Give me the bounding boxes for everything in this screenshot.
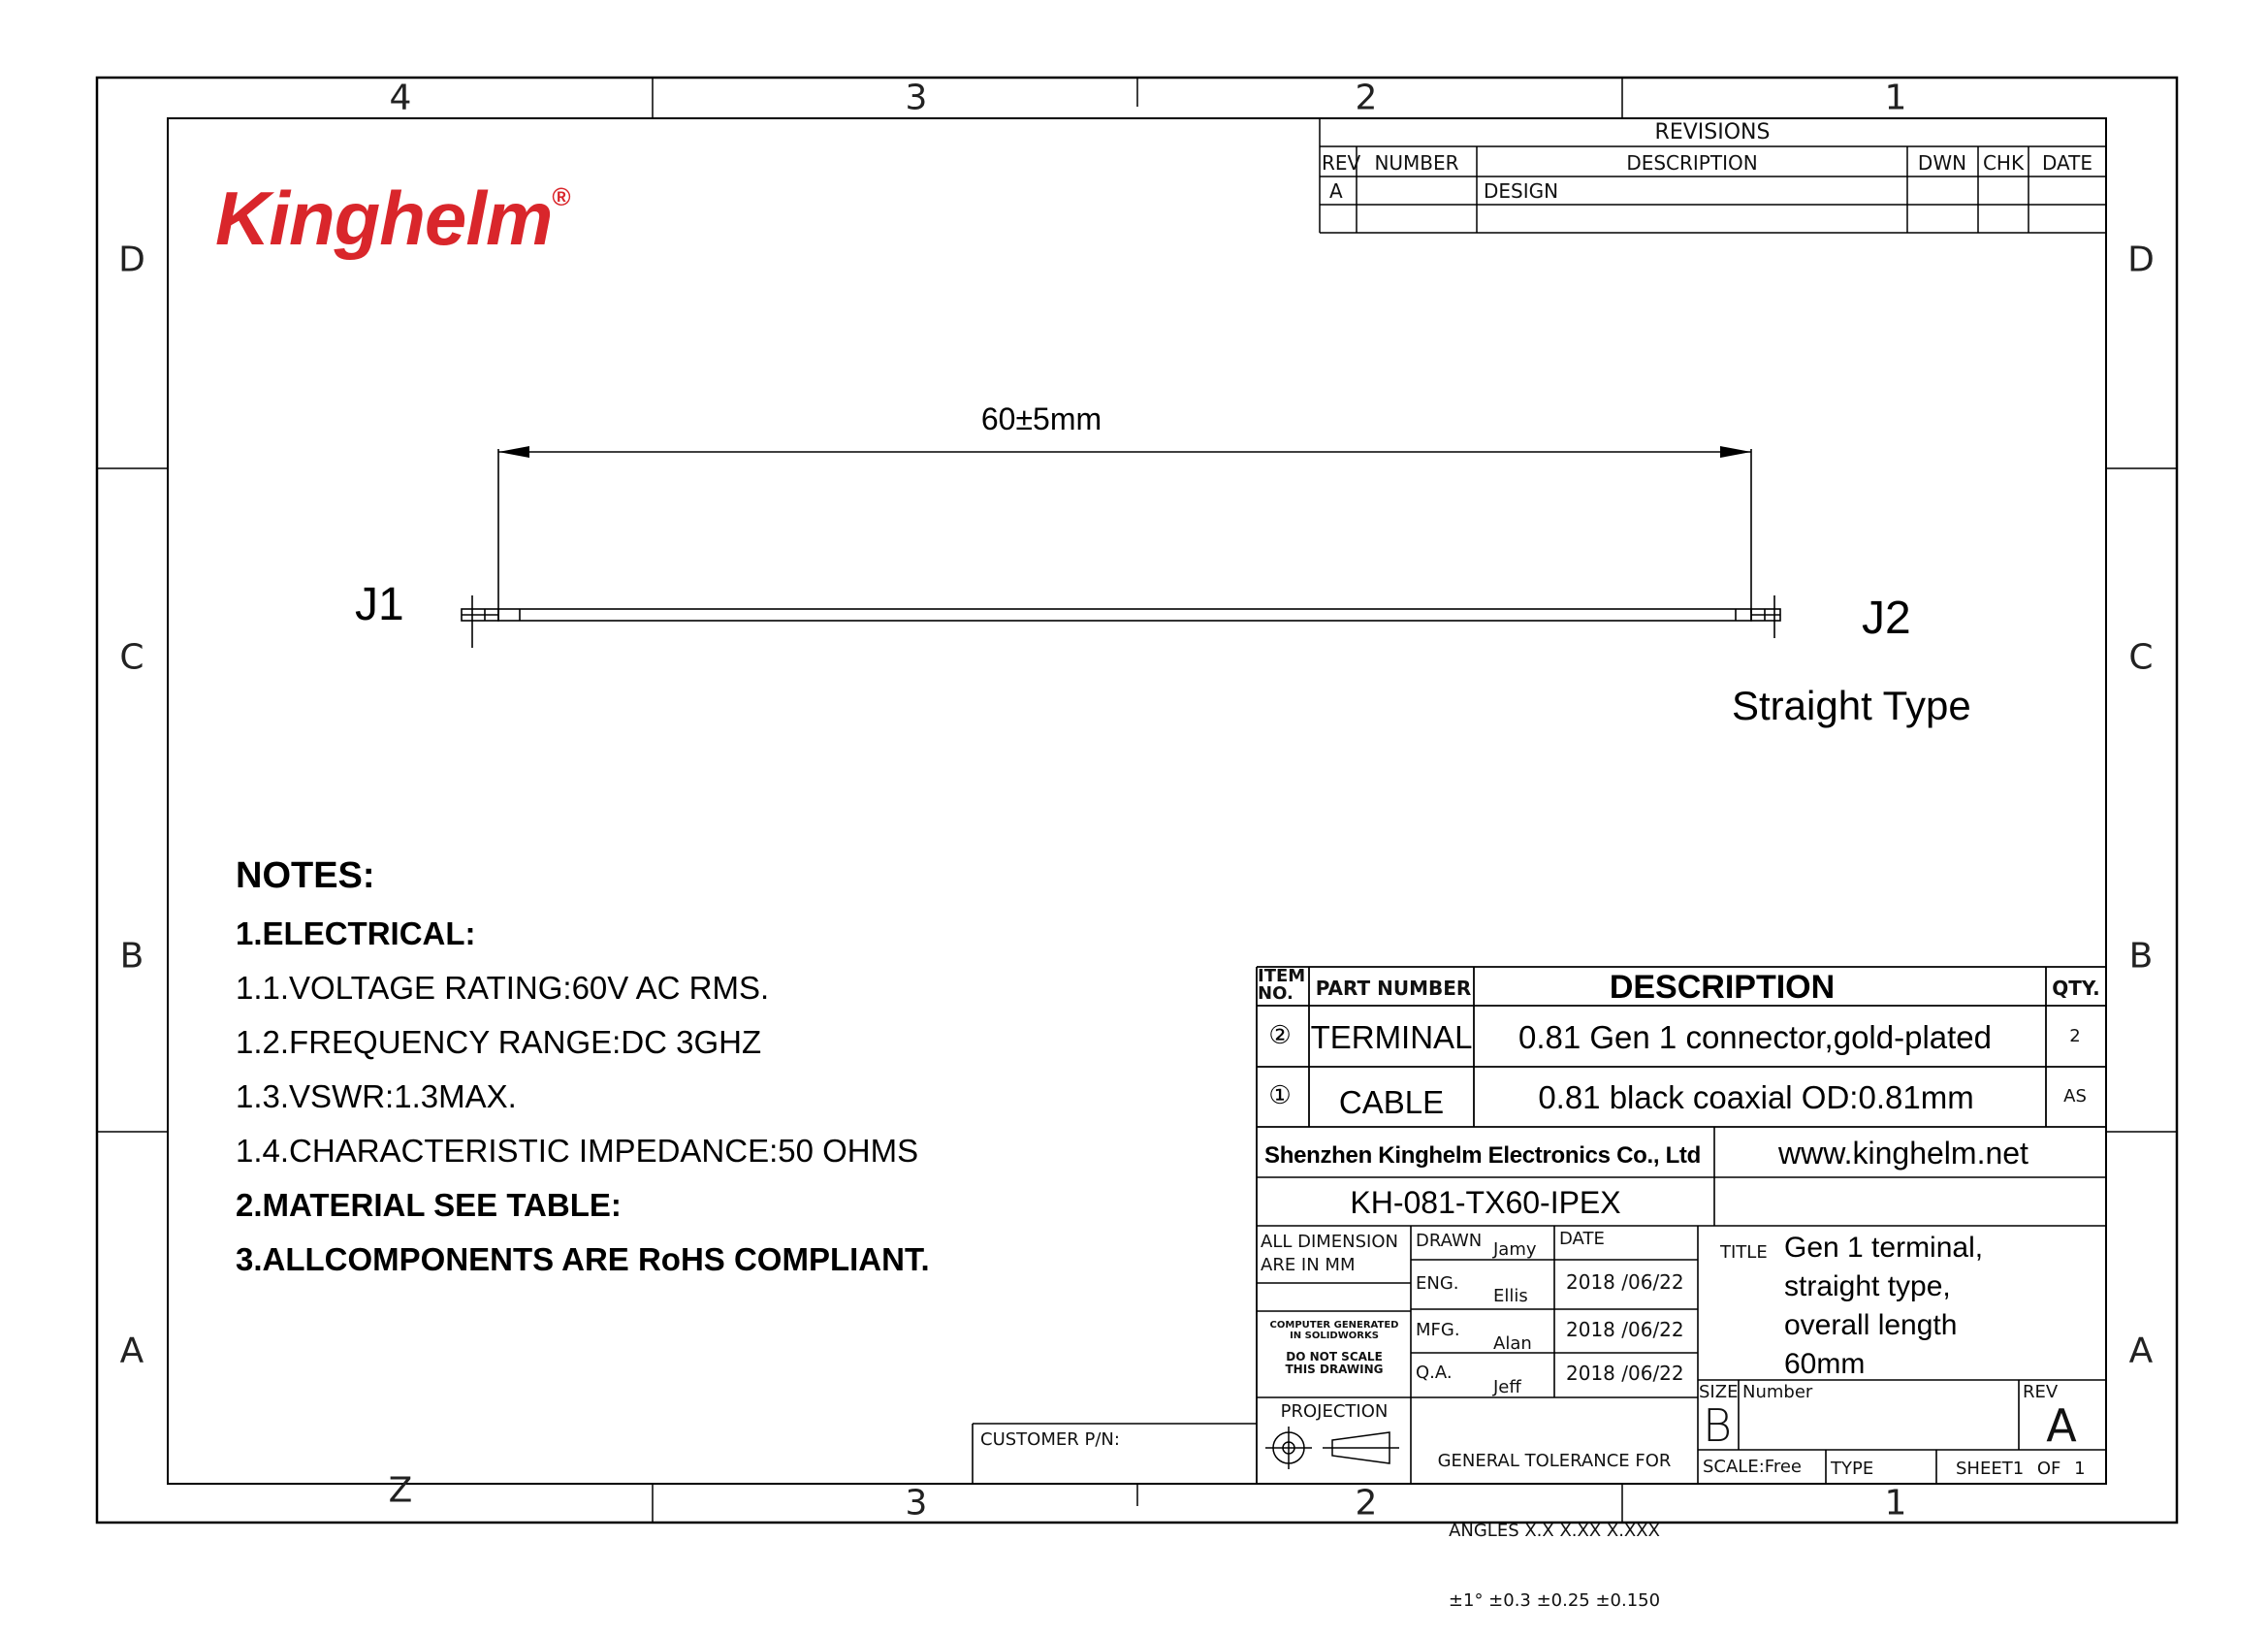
rev-row-description: DESIGN [1484, 179, 1559, 203]
note-line-1: 1.ELECTRICAL: [236, 915, 476, 951]
zone-column-1: 1 [1884, 78, 1907, 118]
dimension-label: 60±5mm [980, 401, 1102, 436]
zone-column-3: 3 [905, 78, 928, 118]
company-name: Shenzhen Kinghelm Electronics Co., Ltd [1264, 1142, 1701, 1169]
qa-by: Jeff [1493, 1377, 1521, 1397]
scale-note-line2: THIS DRAWING [1285, 1363, 1384, 1376]
zone-row-a-left: A [119, 1331, 144, 1371]
dimensions-note-line1: ALL DIMENSION [1261, 1232, 1398, 1252]
sheet-size: B [1703, 1399, 1733, 1452]
title-line-4: 60mm [1784, 1348, 1866, 1380]
bom-header-qty: QTY. [2052, 977, 2100, 1000]
title-line-3: overall length [1784, 1309, 1958, 1341]
connector-j1-label: J1 [355, 579, 404, 630]
eng-date: 2018 /06/22 [1566, 1270, 1684, 1294]
do-not-scale-note [1285, 1351, 1383, 1376]
title-line-2: straight type, [1784, 1270, 1951, 1302]
zone-row-c-right: C [2128, 637, 2154, 678]
registered-mark: ® [552, 182, 570, 211]
zone-row-c-left: C [119, 637, 144, 678]
mfg-date: 2018 /06/22 [1566, 1318, 1684, 1341]
dimensions-note-line2: ARE IN MM [1261, 1255, 1356, 1275]
rev-header-rev: REV [1322, 151, 1361, 175]
qa-date: 2018 /06/22 [1566, 1362, 1684, 1385]
qa-label: Q.A. [1416, 1363, 1453, 1383]
tolerance-line-3: ±1° ±0.3 ±0.25 ±0.150 [1448, 1590, 1661, 1611]
bom-header-item [1258, 968, 1305, 1003]
note-line-2: 1.1.VOLTAGE RATING:60V AC RMS. [236, 970, 770, 1006]
kinghelm-logo [215, 175, 570, 263]
zone-column-2: 2 [1355, 78, 1378, 118]
mfg-label: MFG. [1416, 1320, 1460, 1340]
rev-row-rev: A [1329, 179, 1343, 203]
date-label: DATE [1559, 1229, 1605, 1249]
note-line-7: 3.ALLCOMPONENTS ARE RoHS COMPLIANT. [236, 1241, 930, 1277]
rev-header-dwn: DWN [1917, 151, 1967, 175]
drawing-revision: A [2046, 1399, 2077, 1452]
zone-row-b-right: B [2128, 936, 2154, 977]
zone-row-d-left: D [118, 240, 145, 280]
tolerance-line-1: GENERAL TOLERANCE FOR [1437, 1451, 1672, 1471]
rev-header-chk: CHK [1982, 151, 2025, 175]
zone-row-b-left: B [119, 936, 144, 977]
drawn-label: DRAWN [1416, 1231, 1483, 1251]
zone-column-bottom-3: 3 [905, 1483, 928, 1524]
bom-header-part: PART NUMBER [1315, 977, 1472, 1000]
bom-header-description: DESCRIPTION [1609, 969, 1836, 1006]
rev-header-number: NUMBER [1374, 151, 1459, 175]
bom-header-item-line1: ITEM [1258, 966, 1306, 986]
drawn-by: Jamy [1493, 1239, 1537, 1260]
company-website: www.kinghelm.net [1778, 1136, 2028, 1171]
drawing-part-number: KH-081-TX60-IPEX [1350, 1185, 1621, 1220]
projection-label: PROJECTION [1280, 1401, 1389, 1422]
note-line-3: 1.2.FREQUENCY RANGE:DC 3GHZ [236, 1024, 762, 1060]
connector-j2-label: J2 [1862, 593, 1911, 644]
logo-wordmark: Kinghelm [215, 176, 553, 261]
zone-row-d-right: D [2127, 240, 2155, 280]
eng-label: ENG. [1416, 1273, 1459, 1294]
eng-by: Ellis [1493, 1286, 1528, 1306]
scale-note-line1: DO NOT SCALE [1286, 1350, 1383, 1363]
drawing-title [1784, 1229, 1983, 1384]
computer-note-line2: IN SOLIDWORKS [1290, 1331, 1379, 1341]
scale-value: SCALE:Free [1703, 1457, 1802, 1477]
bom-row1-qty: 2 [2069, 1026, 2081, 1046]
bom-row2-qty: AS [2063, 1086, 2087, 1107]
bom-row1-description: 0.81 Gen 1 connector,gold-plated [1517, 1019, 1993, 1055]
revisions-title: REVISIONS [1654, 120, 1771, 144]
rev-label: REV [2023, 1382, 2059, 1402]
zone-column-bottom-1: 1 [1884, 1483, 1907, 1524]
rev-header-description: DESCRIPTION [1626, 151, 1758, 175]
computer-note-line1: COMPUTER GENERATED [1269, 1320, 1399, 1331]
sheet-number: SHEET1 OF 1 [1956, 1459, 2086, 1479]
zone-column-4: 4 [389, 78, 412, 118]
cable-type-label: Straight Type [1732, 683, 1971, 728]
customer-pn-label: CUSTOMER P/N: [980, 1429, 1120, 1450]
bom-row1-item: ② [1268, 1020, 1292, 1049]
bom-row2-item: ① [1268, 1080, 1292, 1109]
zone-column-bottom-4: Z [388, 1470, 413, 1511]
bom-header-item-line2: NO. [1258, 983, 1294, 1004]
rev-header-date: DATE [2041, 151, 2093, 175]
zone-row-a-right: A [2128, 1331, 2154, 1371]
note-line-5: 1.4.CHARACTERISTIC IMPEDANCE:50 OHMS [236, 1133, 919, 1169]
zone-column-bottom-2: 2 [1355, 1483, 1378, 1524]
tolerance-line-2: ANGLES X.X X.XX X.XXX [1449, 1521, 1660, 1541]
size-label: SIZE [1699, 1382, 1739, 1402]
notes-heading: NOTES: [236, 855, 375, 896]
title-label: TITLE [1720, 1242, 1768, 1263]
title-line-1: Gen 1 terminal, [1784, 1232, 1984, 1264]
mfg-by: Alan [1493, 1333, 1532, 1354]
general-tolerance-note [1438, 1403, 1672, 1636]
bom-row2-part: CABLE [1338, 1084, 1445, 1120]
number-label: Number [1742, 1382, 1813, 1402]
bom-row1-part: TERMINAL [1310, 1019, 1473, 1055]
dimensions-note [1261, 1231, 1398, 1277]
bom-row2-description: 0.81 black coaxial OD:0.81mm [1538, 1079, 1974, 1115]
computer-generated-note [1270, 1320, 1399, 1341]
note-line-6: 2.MATERIAL SEE TABLE: [236, 1187, 622, 1223]
type-label: TYPE [1831, 1459, 1874, 1479]
note-line-4: 1.3.VSWR:1.3MAX. [236, 1078, 517, 1114]
